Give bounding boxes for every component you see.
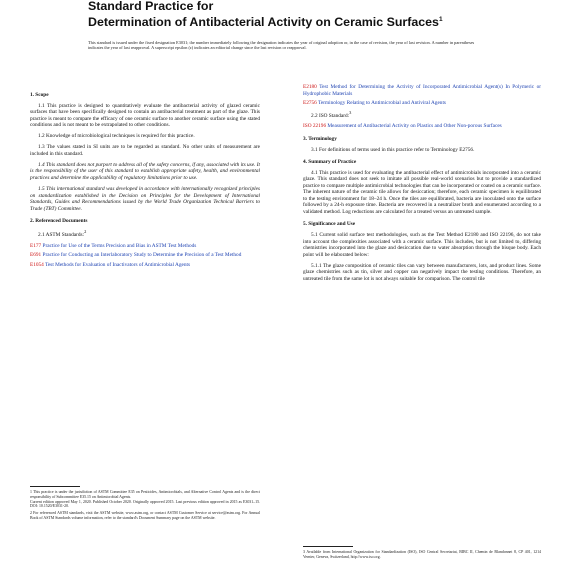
- footnote-divider-right: [303, 546, 353, 547]
- footnote-divider-left: [30, 486, 80, 487]
- paragraph-1-4: 1.4 This standard does not purport to address all of the safety concerns, if any, associated with its use. It is the responsibility of the user of this standard to establish appropriate safety, health, and environmental practices and determine the applicability of regulatory limitations prior to use.: [30, 161, 260, 181]
- section-heading-significance: 5. Significance and Use: [303, 221, 356, 228]
- title-footnote-marker: 1: [438, 16, 443, 23]
- reference-e1054[interactable]: E1054 Test Methods for Evaluation of Inactivators of Antimicrobial Agents: [30, 261, 191, 268]
- document-title: [88, 0, 528, 29]
- paragraph-4-1: 4.1 This practice is used for evaluating the antibacterial effect of antimicrobials incorporated into a ceramic glaze. This standard does not seek to imitate all possible real-world scenarios but to provide a standardized practice to compare multiple antimicrobial technologies that can be incorporated or coated on a ceramic surface. The inherent nature of the ceramic tile allows for desiccation; therefore, each ceramic specimen is equilibrated to the testing environment for 18–24 h. Once the tiles are equilibrated, bacteria are inoculated onto the surface followed by a 24-h exposure time. Bacteria are recovered in a neutralizer broth and enumerated according to a validated method. Log reductions are calculated for a treated versus an untreated sample.: [303, 169, 541, 215]
- footnotes-left: [30, 490, 260, 521]
- paragraph-5-1-1: 5.1.1 The glaze composition of ceramic tiles can vary between manufacturers, lots, and product lines. Some glaze chemistries such as tin, silver and copper can negatively impact the testing conditions. Therefore, an untreated tile from the same lot is not always suitable for comparison. The control tile: [303, 262, 541, 282]
- footnote-1: 1 This practice is under the jurisdiction of ASTM Committee E35 on Pesticides, Antimicrobials, and Alternative Control Agents and is the direct responsibility of Subcommittee E35.15 on Antimicrobial Agents.: [30, 490, 260, 499]
- footnote-3: 3 Available from International Organization for Standardization (ISO), ISO Central Secretariat, BIBC II, Chemin de Blandonnet 8, CP 401, 1214 Vernier, Geneva, Switzerland, http://www.iso.org.: [303, 550, 541, 559]
- left-column: [30, 92, 260, 271]
- reference-iso-22196[interactable]: ISO 22196 Measurement of Antibacterial Activity on Plastics and Other Non-porous Surfaces: [303, 123, 502, 130]
- paragraph-5-1: 5.1 Current solid surface test methodologies, such as the Test Method E2180 and ISO 22196, do not take into account the complexities associated with a ceramic surface. This includes, but is not limited to, differing chemistries incorporated into the glaze and desiccation due to water absorption through the bisque body. Each point will be elaborated below:: [303, 232, 541, 258]
- reference-e691[interactable]: E691 Practice for Conducting an Interlaboratory Study to Determine the Precision of a Test Method: [30, 252, 242, 259]
- title-line-1: Standard Practice for: [88, 0, 214, 13]
- paragraph-1-5: 1.5 This international standard was developed in accordance with internationally recognized principles on standardization established in the Decision on Principles for the Development of International Standards, Guides and Recommendations issued by the World Trade Organization Technical Barriers to Trade (TBT) Committee.: [30, 186, 260, 212]
- title-line-2: Determination of Antibacterial Activity on Ceramic Surfaces: [88, 15, 439, 30]
- paragraph-1-3: 1.3 The values stated in SI units are to be regarded as standard. No other units of measurement are included in this standard.: [30, 144, 260, 157]
- paragraph-3-1: 3.1 For definitions of terms used in this practice refer to Terminology E2756.: [311, 146, 475, 153]
- reference-e2756[interactable]: E2756 Terminology Relating to Antimicrobial and Antiviral Agents: [303, 100, 446, 107]
- paragraph-2-1: 2.1 ASTM Standards:$^2$: [38, 228, 87, 238]
- footnote-2: 2 For referenced ASTM standards, visit the ASTM website, www.astm.org, or contact ASTM Customer Service at service@astm.org. For Annual Book of ASTM Standards volume information, refer to the standard's Document Summary page on the ASTM website.: [30, 511, 260, 520]
- section-heading-scope: 1. Scope: [30, 92, 49, 98]
- section-heading-summary: 4. Summary of Practice: [303, 159, 357, 166]
- reference-e2180[interactable]: E2180 Test Method for Determining the Activity of Incorporated Antimicrobial Agent(s) In Polymeric or Hydrophobic Materials: [303, 84, 541, 97]
- footnote-1-edition: Current edition approved May 1, 2020. Published October 2020. Originally approved 2015. Last previous edition approved in 2015 as E3031–15. DOI: 10.1520/E3031-20.: [30, 499, 260, 509]
- paragraph-1-1: 1.1 This practice is designed to quantitatively evaluate the antibacterial activity of glazed ceramic surfaces that have been specifically designed to contain an antibacterial treatment as part of the glaze. This practice is meant to compare the efficacy of one ceramic surface to another ceramic surface using the stated conditions and is not meant to be extrapolated to other conditions.: [30, 102, 260, 129]
- paragraph-1-2: 1.2 Knowledge of microbiological techniques is required for this practice.: [38, 133, 195, 140]
- reference-e177[interactable]: E177 Practice for Use of the Terms Precision and Bias in ASTM Test Methods: [30, 242, 197, 249]
- paragraph-2-2: 2.2 ISO Standard:$^3$: [311, 109, 352, 119]
- section-heading-terminology: 3. Terminology: [303, 136, 337, 142]
- section-heading-referenced-documents: 2. Referenced Documents: [30, 218, 88, 225]
- designation-notice: This standard is issued under the fixed designation E3031; the number immediately following the designation indicates the year of original adoption or, in the case of revision, the year of last revision. A number in parentheses indicates the year of last reapproval. A superscript epsilon (ε) indicates an editorial change since the last revision or reapproval.: [88, 40, 475, 51]
- right-column: [303, 84, 541, 287]
